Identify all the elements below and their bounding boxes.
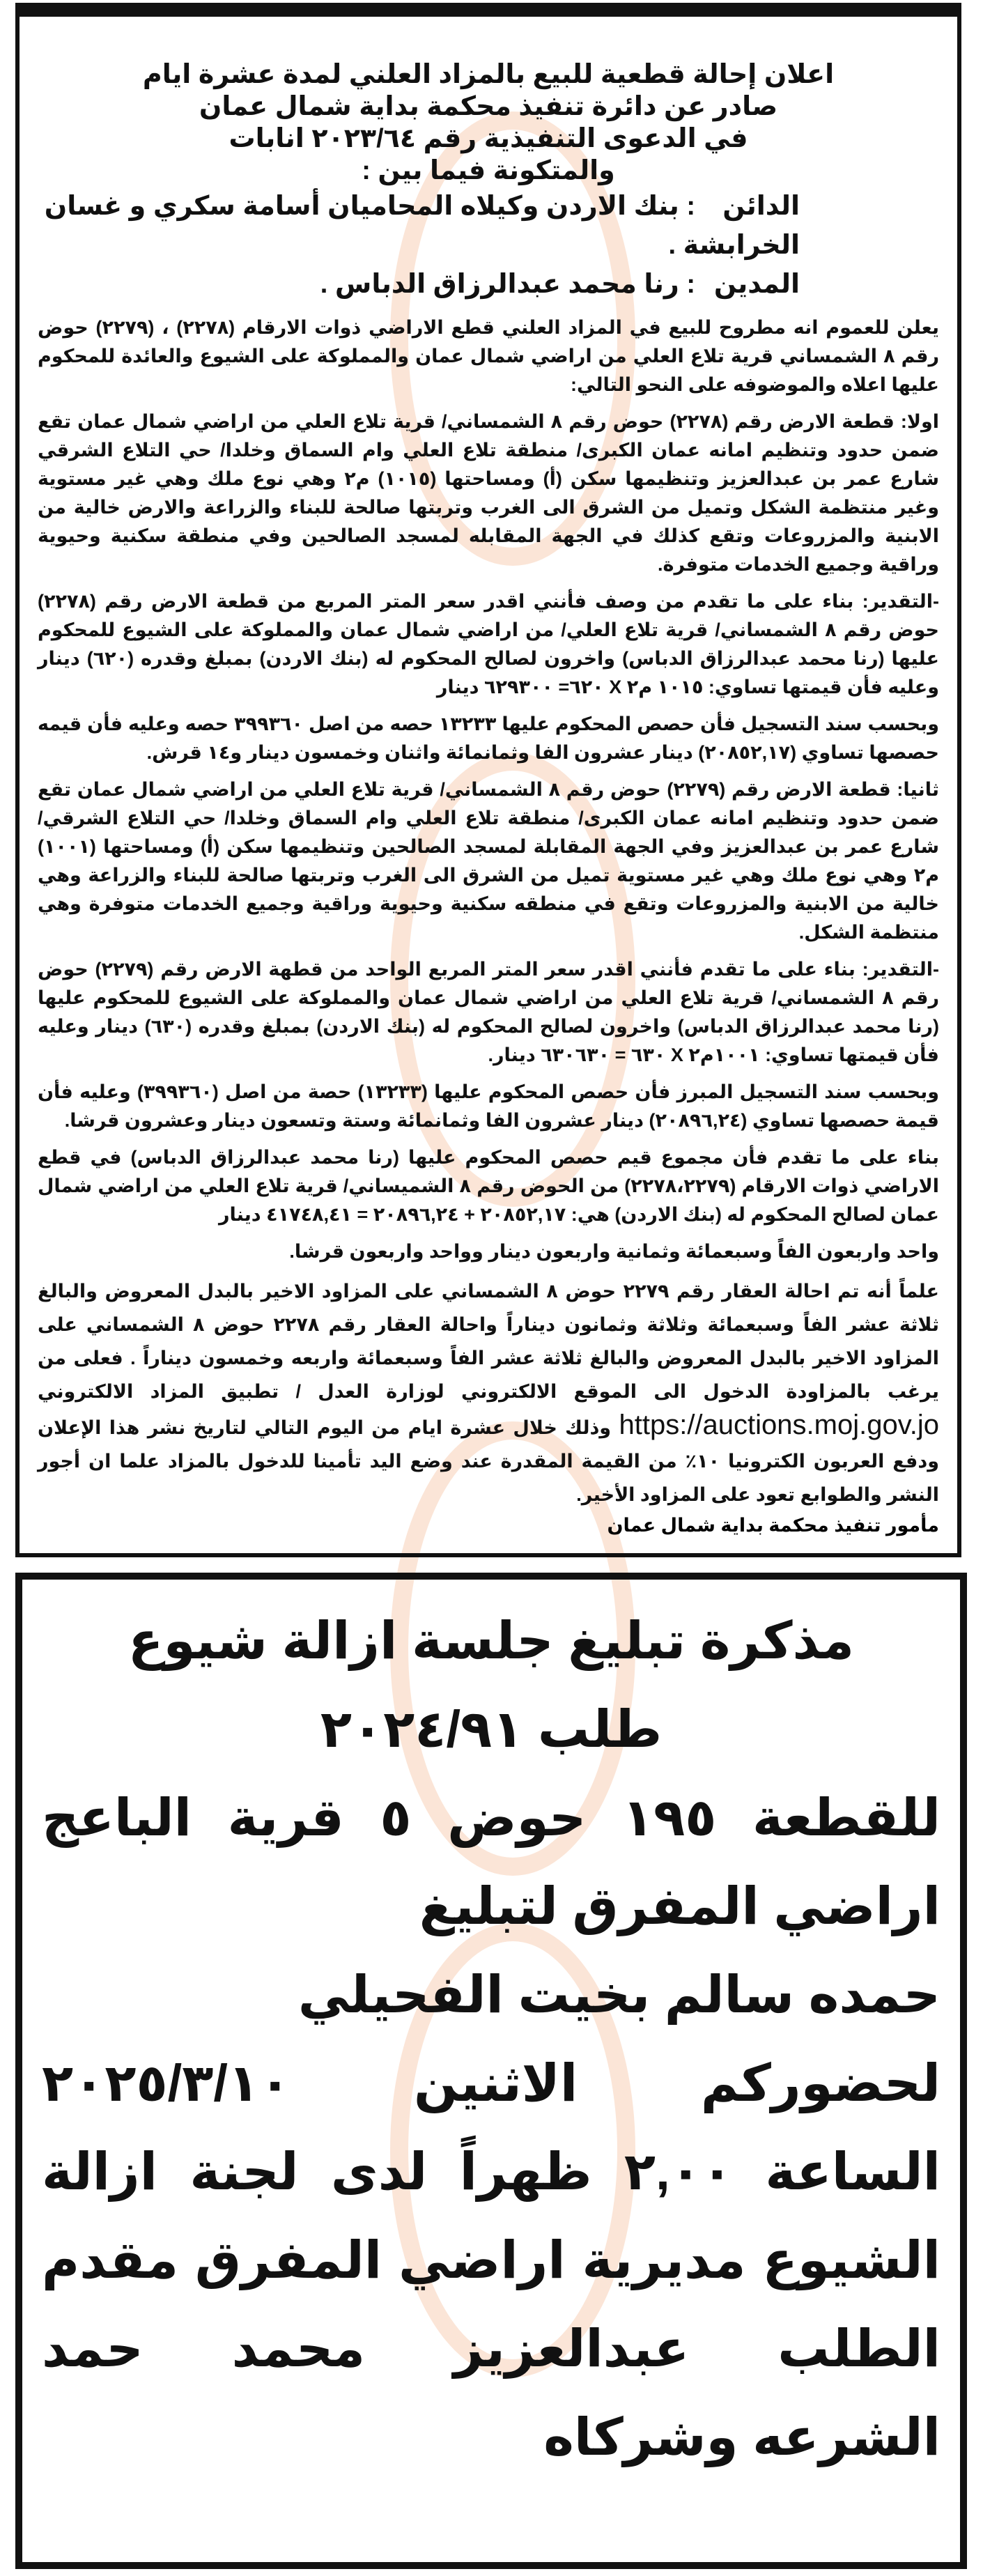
creditor-value: : بنك الاردن وكيلاه المحاميان أسامة سكري و غسان الخرابشة .: [44, 192, 800, 260]
notice2-line: الشرعه وشركاه: [543, 2408, 941, 2466]
referral-text: علماً أنه تم احالة العقار رقم ٢٢٧٩ حوض ٨ الشمساني على المزاود الاخير بالبدل المعروض والبالغ ثلاثة عشر الفاً وسبعمائة وثلاثة وثمانون ديناراً واحالة العقار رقم ٢٢٧٨ حوض ٨ الشمساني على المزاود الاخير بالبدل المعروض والبالغ ثلاثة عشر الفاً وسبعمائة واربعه وخمسون ديناراً . فعلى من يرغب بالمزاودة الدخول الى الموقع الالكتروني لوزارة العدل / تطبيق المزاد الالكتروني: [38, 1281, 940, 1402]
notice-parties-intro: والمتكونة فيما بين :: [362, 156, 615, 185]
debtor-line: [38, 265, 939, 304]
notice2-line: اراضي المفرق لتبليغ: [419, 1877, 941, 1935]
creditor-label: الدائن: [722, 192, 800, 221]
notice2-title: مذكرة تبليغ جلسة ازالة شيوع: [127, 1612, 855, 1669]
paragraph-total: بناء على ما تقدم فأن مجموع قيم حصص المحكوم عليها (رنا محمد عبدالرزاق الدباس) في قطع الاراضي ذوات الارقام (٢٢٧٨،٢٢٧٩) من الحوض رقم ٨ الشميساني/ قرية تلاع العلي من اراضي شمال عمان لصالح المحكوم له (بنك الاردن) هي: ٢٠٨٥٢,١٧ + ٢٠٨٩٦,٢٤ = ٤١٧٤٨,٤١ دينار: [38, 1147, 939, 1225]
closing-text: وذلك خلال عشرة ايام من اليوم التالي لتاريخ نشر هذا الإعلان ودفع العربون الكترونيا ١٠٪ من القيمة المقدرة عند وضع اليد تأمينا للدخول بالمزاد علما ان أجور النشر والطوابع تعود على المزاود الأخير.: [38, 1417, 939, 1505]
notice-title: اعلان إحالة قطعية للبيع بالمزاد العلني لمدة عشرة ايام: [142, 60, 835, 89]
paragraph-first-valuation: -التقدير: بناء على ما تقدم من وصف فأنني اقدر سعر المتر المربع من قطعة الارض رقم (٢٢٧٨) حوض رقم ٨ الشمساني/ قرية تلاع العلي/ من اراضي شمال عمان والمملوكة على الشيوع للمحكوم عليها (رنا محمد عبدالرزاق الدباس) واخرون لصالح المحكوم له (بنك الاردن) بمبلغ وقدره (٦٢٠) دينار وعليه فأن قيمتها تساوي: ١٠١٥ م٢ X ٦٢٠= ٦٢٩٣٠٠ دينار: [38, 591, 939, 697]
auction-notice: [15, 13, 961, 1557]
notice2-request-number: طلب ٢٠٢٤/٩١: [320, 1700, 663, 1758]
partition-hearing-notice: [15, 1573, 967, 2569]
notice2-applicant: الطلب عبدالعزيز محمد حمد: [42, 2320, 941, 2377]
notice2-recipient: حمده سالم بخيت الفحيلي: [297, 1966, 941, 2023]
auction-website-link[interactable]: https://auctions.moj.gov.jo: [619, 1410, 939, 1440]
paragraph-referral: [38, 1274, 939, 1511]
signature: مأمور تنفيذ محكمة بداية شمال عمان: [607, 1515, 939, 1536]
paragraph-second-share: وبحسب سند التسجيل المبرز فأن حصص المحكوم عليها (١٣٢٣٣) حصة من اصل (٣٩٩٣٦٠) وعليه فأن قيمة حصصها تساوي (٢٠٨٩٦,٢٤) دينار عشرون الفا وثمانمائة وستة وتسعون دينار وعشرون قرشا.: [38, 1081, 940, 1131]
notice2-line: للقطعة ١٩٥ حوض ٥ قرية الباعج: [42, 1789, 941, 1846]
paragraph-total-words: واحد واربعون الفاً وسبعمائة وثمانية واربعون دينار وواحد واربعون قرشا.: [289, 1241, 939, 1262]
notice2-date: لحضوركم الاثنين ٢٠٢٥/٣/١٠: [42, 2054, 941, 2112]
paragraph-second-valuation: -التقدير: بناء على ما تقدم فأنني اقدر سعر المتر المربع الواحد من قطهة الارض رقم (٢٢٧٩) حوض رقم ٨ الشمساني/ قرية تلاع العلي من اراضي شمال عمان والمملوكة على الشيوع للمحكوم عليها (رنا محمد عبدالرزاق الدباس) واخرون لصالح المحكوم له (بنك الاردن) بمبلغ وقدره (٦٣٠) دينار وعليه فأن قيمتها تساوي: ١٠٠١م٢ X ٦٣٠ = ٦٣٠٦٣٠ دينار.: [38, 959, 939, 1065]
paragraph-first-share: وبحسب سند التسجيل فأن حصص المحكوم عليها ١٣٢٣٣ حصه من اصل ٣٩٩٣٦٠ حصه وعليه فأن قيمه حصصها تساوي (٢٠٨٥٢,١٧) دينار عشرون الفا وثمانمائة واثنان وخمسون دينار و١٤ قرش.: [38, 714, 939, 763]
debtor-value: : رنا محمد عبدالرزاق الدباس .: [320, 270, 695, 299]
creditor-line: [38, 187, 939, 265]
notice-body: [38, 314, 939, 1539]
paragraph-first-plot: اولا: قطعة الارض رقم (٢٢٧٨) حوض رقم ٨ الشمساني/ قرية تلاع العلي من اراضي شمال عمان تقع ضمن حدود وتنظيم امانه عمان الكبرى/ منطقة تلاع العلي وام السماق وخلدا/ حي التلاع الشرقي شارع عمر بن عبدالعزيز وتنظيمها سكن (أ) ومساحتها (١٠١٥) م٢ وهي نوع ملك وهي غير مستوية وغير منتظمة الشكل وتميل من الشرق الى الغرب وتربتها صالحة للبناء والزراعة والارض خالية من الابنية والمزروعات وتقع كذلك في الجهة المقابله لمسجد الصالحين وفي منطقة سكنية وحيوية وراقية وجميع الخدمات متوفرة.: [38, 411, 940, 575]
notice2-line: الشيوع مديرية اراضي المفرق مقدم: [42, 2231, 941, 2289]
notice2-time: الساعة ٢,٠٠ ظهراً لدى لجنة ازالة: [42, 2143, 941, 2200]
notice-issuer: صادر عن دائرة تنفيذ محكمة بداية شمال عمان: [199, 92, 778, 121]
notice-case-number: في الدعوى التنفيذية رقم ٢٠٢٣/٦٤ انابات: [229, 124, 748, 153]
debtor-label: المدين: [713, 270, 800, 299]
paragraph-second-plot: ثانيا: قطعة الارض رقم (٢٢٧٩) حوض رقم ٨ الشمساني/ قرية تلاع العلي من اراضي شمال عمان تقع ضمن حدود وتنظيم امانه عمان الكبرى/ منطقة تلاع العلي وام السماق وخلدا/ حي التلاع الشرقي/ شارع عمر بن عبدالعزيز وفي الجهة المقابلة لمسجد الصالحين وتنظيمها سكن (أ) ومساحتها (١٠٠١) م٢ وهي نوع ملك وهي غير مستوية تميل من الشرق الى الغرب وتربتها صالحة للبناء والزراعة وهي خالية من الابنية والمزروعات وتقع في منطقه سكنية وحيوية وراقية وجميع الخدمات متوفرة وهي منتظمة الشكل.: [38, 779, 939, 943]
paragraph-intro: يعلن للعموم انه مطروح للبيع في المزاد العلني قطع الاراضي ذوات الارقام (٢٢٧٨) ، (٢٢٧٩) حوض رقم ٨ الشمساني قرية تلاع العلي من اراضي شمال عمان والمملوكة على الشيوع والعائدة للمحكوم عليها اعلاه والموضوفه على النحو التالي:: [38, 317, 939, 395]
